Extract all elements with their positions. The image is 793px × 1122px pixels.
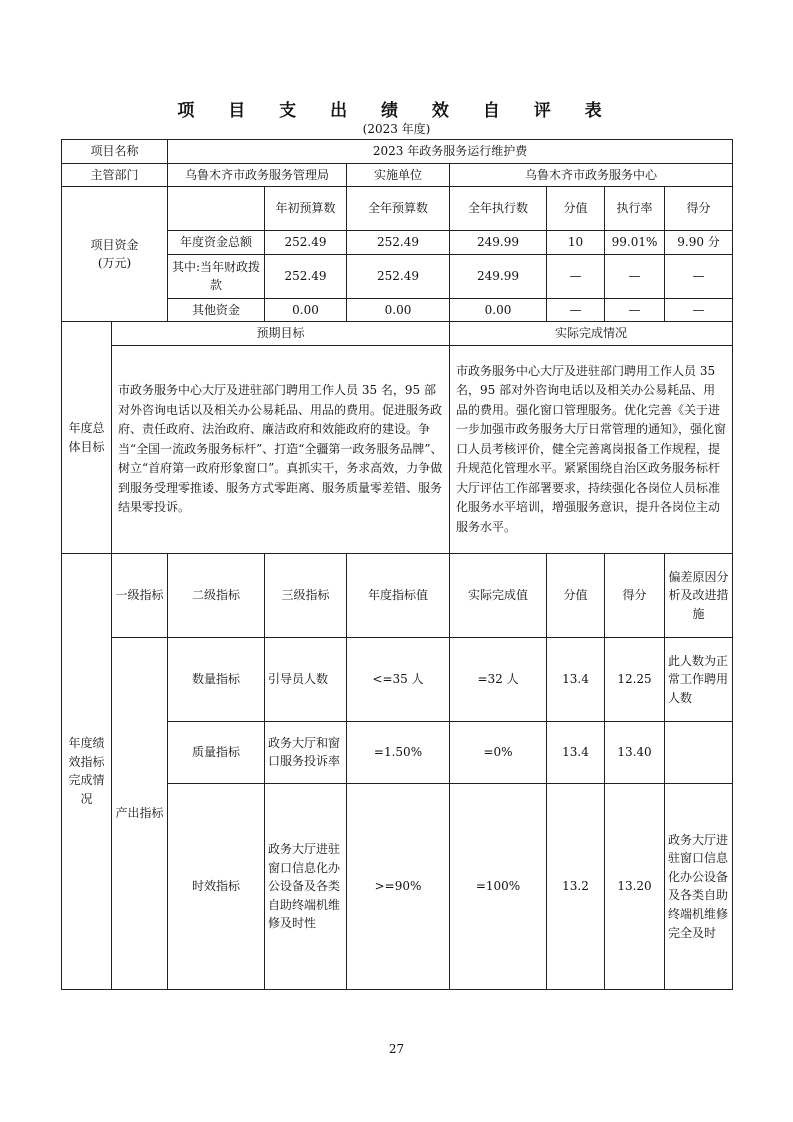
- year-note: (2023 年度): [362, 122, 431, 136]
- funds-label: 项目资金 (万元): [62, 187, 168, 322]
- level1-indicator: 产出指标: [112, 637, 168, 989]
- funds-cell: —: [605, 254, 665, 298]
- indicators-label: 年度绩效指标完成情况: [62, 553, 112, 989]
- score: 12.25: [605, 637, 665, 721]
- unit-value: 乌鲁木齐市政务服务中心: [450, 163, 733, 187]
- funds-cell: 0.00: [265, 298, 347, 322]
- target-value: =1.50%: [347, 721, 450, 783]
- funds-cell: 10: [547, 231, 605, 255]
- page-number: 27: [388, 1042, 405, 1056]
- level3-indicator: 引导员人数: [265, 637, 347, 721]
- evaluation-table: [61, 139, 733, 990]
- deviation-note: 政务大厅进驻窗口信息化办公设备及各类自助终端机维修完全及时: [665, 783, 733, 989]
- indicator-header: 得分: [605, 553, 665, 637]
- level2-indicator: 时效指标: [168, 783, 265, 989]
- level2-indicator: 数量指标: [168, 637, 265, 721]
- indicator-header: 分值: [547, 553, 605, 637]
- funds-col-header: 分值: [547, 187, 605, 231]
- funds-col-header: 全年预算数: [347, 187, 450, 231]
- indicator-header: 二级指标: [168, 553, 265, 637]
- goals-label: 年度总体目标: [62, 322, 112, 554]
- expected-goal-header: 预期目标: [112, 322, 450, 346]
- funds-cell: 252.49: [347, 231, 450, 255]
- funds-col-header: 年初预算数: [265, 187, 347, 231]
- actual-value: =100%: [450, 783, 547, 989]
- funds-cell: —: [665, 298, 733, 322]
- actual-value: =32 人: [450, 637, 547, 721]
- funds-corner: [168, 187, 265, 231]
- project-name: 2023 年政务服务运行维护费: [168, 140, 733, 164]
- funds-cell: 252.49: [347, 254, 450, 298]
- indicator-header: 三级指标: [265, 553, 347, 637]
- indicator-header: 偏差原因分析及改进措施: [665, 553, 733, 637]
- expected-goal-text: 市政务服务中心大厅及进驻部门聘用工作人员 35 名，95 部对外咨询电话以及相关办公易耗品、用品的费用。促进服务政府、责任政府、法治政府、廉洁政府和效能政府的建设。争当“全国一流政务服务标杆”、打造“全疆第一政务服务品牌”、树立“首府第一政府形象窗口”。真抓实干，务求高效，力争做到服务受理零推诿、服务方式零距离、服务质量零差错、服务结果零投诉。: [112, 345, 450, 553]
- funds-cell: —: [547, 254, 605, 298]
- score: 13.40: [605, 721, 665, 783]
- funds-cell: 249.99: [450, 254, 547, 298]
- deviation-note: [665, 721, 733, 783]
- target-value: <=35 人: [347, 637, 450, 721]
- actual-result-text: 市政务服务中心大厅及进驻部门聘用工作人员 35 名，95 部对外咨询电话以及相关办公易耗品、用品的费用。强化窗口管理服务。优化完善《关于进一步加强市政务服务大厅日常管理的通知》，强化窗口人员考核评价，健全完善离岗报备工作规程，提升规范化管理水平。紧紧围绕自治区政务服务标杆大厅评估工作部署要求，持续强化各岗位人员标准化服务水平培训，增强服务意识，提升各岗位主动服务水平。: [450, 345, 733, 553]
- funds-col-header: 全年执行数: [450, 187, 547, 231]
- level2-indicator: 质量指标: [168, 721, 265, 783]
- funds-cell: 252.49: [265, 231, 347, 255]
- unit-label: 实施单位: [347, 163, 450, 187]
- document-title: 项 目 支 出 绩 效 自 评 表: [177, 101, 616, 121]
- funds-row-label: 年度资金总额: [168, 231, 265, 255]
- deviation-note: 此人数为正常工作聘用人数: [665, 637, 733, 721]
- dept-label: 主管部门: [62, 163, 168, 187]
- indicator-row: [62, 637, 733, 721]
- funds-cell: 0.00: [347, 298, 450, 322]
- funds-cell: —: [605, 298, 665, 322]
- indicator-header: 年度指标值: [347, 553, 450, 637]
- score-value: 13.4: [547, 721, 605, 783]
- funds-cell: —: [665, 254, 733, 298]
- funds-cell: 249.99: [450, 231, 547, 255]
- actual-value: =0%: [450, 721, 547, 783]
- level3-indicator: 政务大厅进驻窗口信息化办公设备及各类自助终端机维修及时性: [265, 783, 347, 989]
- level3-indicator: 政务大厅和窗口服务投诉率: [265, 721, 347, 783]
- indicator-header: 一级指标: [112, 553, 168, 637]
- score-value: 13.4: [547, 637, 605, 721]
- score: 13.20: [605, 783, 665, 989]
- funds-col-header: 得分: [665, 187, 733, 231]
- funds-cell: 252.49: [265, 254, 347, 298]
- dept-value: 乌鲁木齐市政务服务管理局: [168, 163, 347, 187]
- funds-cell: 0.00: [450, 298, 547, 322]
- funds-cell: —: [547, 298, 605, 322]
- funds-col-header: 执行率: [605, 187, 665, 231]
- score-value: 13.2: [547, 783, 605, 989]
- indicator-header: 实际完成值: [450, 553, 547, 637]
- funds-cell: 9.90 分: [665, 231, 733, 255]
- target-value: >=90%: [347, 783, 450, 989]
- project-name-label: 项目名称: [62, 140, 168, 164]
- funds-row-label: 其中:当年财政拨款: [168, 254, 265, 298]
- funds-row-label: 其他资金: [168, 298, 265, 322]
- actual-result-header: 实际完成情况: [450, 322, 733, 346]
- funds-cell: 99.01%: [605, 231, 665, 255]
